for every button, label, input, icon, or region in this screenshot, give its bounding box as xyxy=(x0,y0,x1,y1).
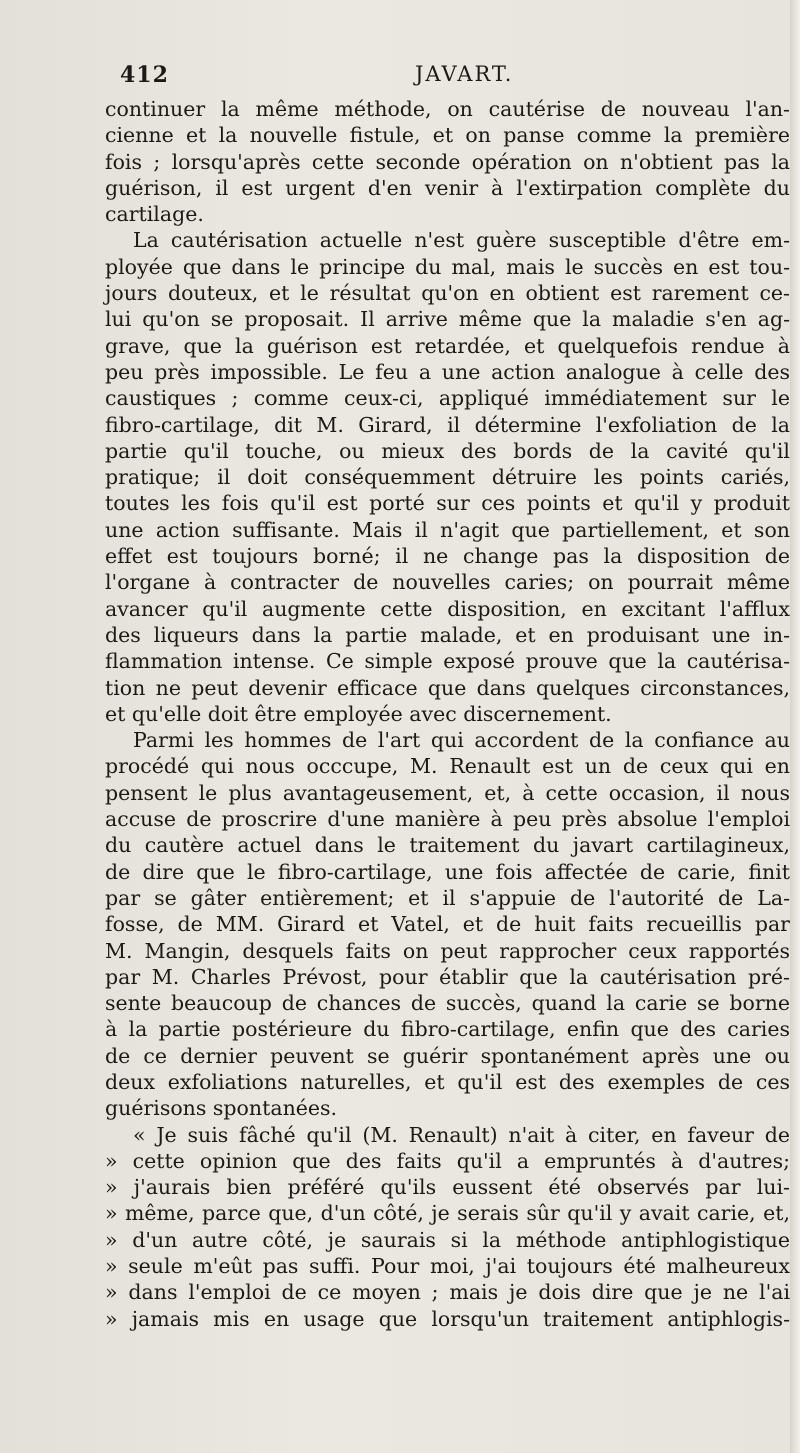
text-line: cienne et la nouvelle fistule, et on panse comme la première xyxy=(105,123,790,148)
text-line: sente beaucoup de chances de succès, quand la carie se borne xyxy=(105,991,790,1016)
text-line: fois ; lorsqu'après cette seconde opération on n'obtient pas la xyxy=(105,149,790,174)
text-line: fosse, de MM. Girard et Vatel, et de huit faits recueillis par xyxy=(105,912,790,937)
text-line: par se gâter entièrement; et il s'appuie de l'autorité de La- xyxy=(105,885,790,910)
text-line: deux exfoliations naturelles, et qu'il est des exemples de ces xyxy=(105,1069,790,1094)
text-line: procédé qui nous occcupe, M. Renault est un de ceux qui en xyxy=(105,754,790,779)
text-line: avancer qu'il augmente cette disposition, en excitant l'afflux xyxy=(105,596,790,621)
text-line: » même, parce que, d'un côté, je serais sûr qu'il y avait carie, et, xyxy=(105,1201,790,1226)
text-line: jours douteux, et le résultat qu'on en obtient est rarement ce- xyxy=(105,281,790,306)
text-line: La cautérisation actuelle n'est guère susceptible d'être em- xyxy=(133,228,790,253)
text-line: effet est toujours borné; il ne change pas la disposition de xyxy=(105,544,790,569)
text-line: fibro-cartilage, dit M. Girard, il détermine l'exfoliation de la xyxy=(105,412,790,437)
text-line: » d'un autre côté, je saurais si la méthode antiphlogistique xyxy=(105,1227,790,1252)
body-text xyxy=(105,96,790,1332)
text-line: ployée que dans le principe du mal, mais le succès en est tou- xyxy=(105,254,790,279)
text-line: toutes les fois qu'il est porté sur ces points et qu'il y produit xyxy=(105,491,790,516)
text-line: Parmi les hommes de l'art qui accordent de la confiance au xyxy=(133,728,790,753)
text-line: l'organe à contracter de nouvelles caries; on pourrait même xyxy=(105,570,790,595)
text-line: pensent le plus avantageusement, et, à cette occasion, il nous xyxy=(105,780,790,805)
text-line: » jamais mis en usage que lorsqu'un traitement antiphlogis- xyxy=(105,1306,790,1331)
text-line: pratique; il doit conséquemment détruire les points cariés, xyxy=(105,465,790,490)
text-line: » j'aurais bien préféré qu'ils eussent été observés par lui- xyxy=(105,1175,790,1200)
text-line: » dans l'emploi de ce moyen ; mais je dois dire que je ne l'ai xyxy=(105,1280,790,1305)
text-line: guérison, il est urgent d'en venir à l'extirpation complète du xyxy=(105,175,790,200)
text-line: M. Mangin, desquels faits on peut rapprocher ceux rapportés xyxy=(105,938,790,963)
text-line: à la partie postérieure du fibro-cartilage, enfin que des caries xyxy=(105,1017,790,1042)
text-line: par M. Charles Prévost, pour établir que la cautérisation pré- xyxy=(105,964,790,989)
text-line: « Je suis fâché qu'il (M. Renault) n'ait à citer, en faveur de xyxy=(133,1122,790,1147)
text-line: tion ne peut devenir efficace que dans quelques circonstances, xyxy=(105,675,790,700)
text-line: flammation intense. Ce simple exposé prouve que la cautérisa- xyxy=(105,649,790,674)
text-line: des liqueurs dans la partie malade, et en produisant une in- xyxy=(105,622,790,647)
text-line: une action suffisante. Mais il n'agit que partiellement, et son xyxy=(105,517,790,542)
text-line: du cautère actuel dans le traitement du javart cartilagineux, xyxy=(105,833,790,858)
text-line: grave, que la guérison est retardée, et quelquefois rendue à xyxy=(105,333,790,358)
text-line: et qu'elle doit être employée avec discernement. xyxy=(105,701,612,726)
text-line: guérisons spontanées. xyxy=(105,1096,338,1121)
text-line: accuse de proscrire d'une manière à peu près absolue l'emploi xyxy=(105,807,790,832)
text-line: lui qu'on se proposait. Il arrive même que la maladie s'en ag- xyxy=(105,307,790,332)
text-line: de ce dernier peuvent se guérir spontanément après une ou xyxy=(105,1043,790,1068)
page-header xyxy=(120,62,780,96)
text-line: » seule m'eût pas suffi. Pour moi, j'ai toujours été malheureux xyxy=(105,1254,790,1279)
page-number: 412 xyxy=(120,62,169,88)
text-line: cartilage. xyxy=(105,202,204,227)
text-line: » cette opinion que des faits qu'il a empruntés à d'autres; xyxy=(105,1148,790,1173)
text-line: continuer la même méthode, on cautérise de nouveau l'an- xyxy=(105,97,790,121)
text-line: peu près impossible. Le feu a une action analogue à celle des xyxy=(105,359,790,384)
text-line: de dire que le fibro-cartilage, une fois affectée de carie, finit xyxy=(105,859,790,884)
bottom-margin xyxy=(0,1360,790,1453)
running-head: JAVART. xyxy=(415,62,514,86)
text-line: partie qu'il touche, ou mieux des bords de la cavité qu'il xyxy=(105,438,790,463)
text-line: caustiques ; comme ceux-ci, appliqué immédiatement sur le xyxy=(105,386,790,411)
page-edge xyxy=(790,0,800,1453)
